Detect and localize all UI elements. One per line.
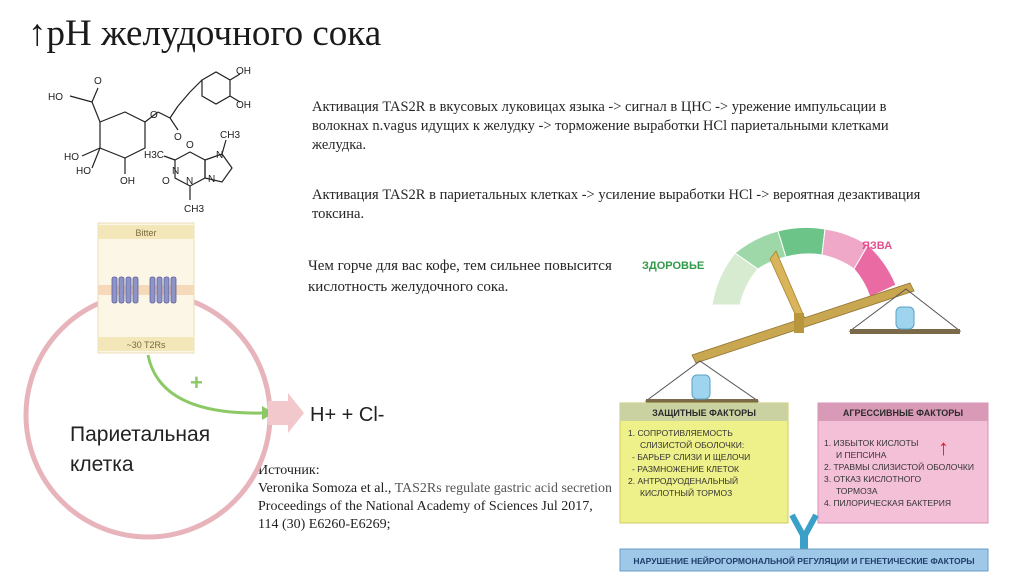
caffeine-ch3-a: CH3	[220, 130, 241, 141]
right-weight	[896, 307, 914, 329]
protective-title: ЗАЩИТНЫЕ ФАКТОРЫ	[652, 408, 756, 418]
page-title: ↑pH желудочного сока	[28, 13, 382, 54]
health-label: ЗДОРОВЬЕ	[642, 260, 705, 272]
aggressive-item: И ПЕПСИНА	[836, 450, 887, 460]
ulcer-label: ЯЗВА	[862, 240, 893, 252]
caffeine-n1: N	[172, 166, 180, 177]
caffeine-ch3-b: CH3	[184, 204, 205, 215]
left-weight	[692, 375, 710, 399]
source-label: Источник:	[258, 463, 320, 478]
mol-label-oh3: OH	[120, 176, 135, 187]
protective-item: КИСЛОТНЫЙ ТОРМОЗ	[640, 488, 733, 498]
mol-label-oh1: OH	[236, 66, 251, 77]
caffeine-n2: N	[216, 150, 224, 161]
caffeine-n4: N	[186, 176, 194, 187]
mol-label-ho3: HO	[76, 166, 91, 177]
tas2r-tongue-paragraph: Активация TAS2R в вкусовых луковицах языка -> сигнал в ЦНС -> урежение импульсации в волокнах n.vagus идущих к желудку -> торможение выработки HCl париетальными клетками желудка.	[312, 99, 889, 153]
mol-label-ho1: HO	[48, 92, 63, 103]
source-ref: 114 (30) E6260-E6269;	[258, 517, 391, 532]
protective-item: СЛИЗИСТОЙ ОБОЛОЧКИ:	[640, 440, 745, 450]
parietal-cell-diagram	[0, 215, 320, 574]
source-authors: Veronika Somoza et al.,	[258, 481, 392, 496]
mol-label-oh2: OH	[236, 100, 251, 111]
coffee-bitterness-paragraph: Чем горче для вас кофе, тем сильнее повысится кислотность желудочного сока.	[308, 258, 612, 295]
cell-label-line1: Париетальная	[70, 423, 211, 446]
caffeine-n3: N	[208, 174, 216, 185]
protective-item: - РАЗМНОЖЕНИЕ КЛЕТОК	[632, 464, 740, 474]
ion-output-arrow	[268, 393, 304, 433]
bottom-factors-label: НАРУШЕНИЕ НЕЙРОГОРМОНАЛЬНОЙ РЕГУЛЯЦИИ И ГЕНЕТИЧЕСКИЕ ФАКТОРЫ	[633, 556, 975, 566]
caffeine-h3c: H3C	[144, 150, 165, 161]
ulcer-balance-diagram	[600, 225, 1024, 574]
support-stem	[800, 533, 808, 549]
green-activation-arrow	[148, 355, 262, 413]
protective-item: 1. СОПРОТИВЛЯЕМОСТЬ	[628, 428, 733, 438]
plus-sign: +	[190, 370, 203, 395]
scale-pivot	[794, 313, 804, 333]
mol-label-o3: O	[174, 132, 182, 143]
caffeine-o1: O	[186, 140, 194, 151]
tas2r-parietal-paragraph: Активация TAS2R в париетальных клетках -> усиление выработки HCl -> вероятная дезактивация токсина.	[312, 187, 921, 222]
aggressive-item: 2. ТРАВМЫ СЛИЗИСТОЙ ОБОЛОЧКИ	[824, 462, 974, 472]
aggressive-item: 3. ОТКАЗ КИСЛОТНОГО	[824, 474, 922, 484]
receptor-bottom-label: ~30 T2Rs	[126, 340, 166, 350]
aggressive-title: АГРЕССИВНЫЕ ФАКТОРЫ	[842, 408, 964, 418]
right-pan	[850, 329, 960, 334]
molecule-structures	[40, 60, 260, 220]
source-article: TAS2Rs regulate gastric acid secretion	[394, 481, 612, 496]
aggressive-item: ТОРМОЗА	[836, 486, 878, 496]
parietal-cell-label	[70, 420, 210, 480]
ions-label: H+ + Cl-	[310, 404, 385, 426]
aggressive-item: 1. ИЗБЫТОК КИСЛОТЫ	[824, 438, 919, 448]
protective-item: 2. АНТРОДУОДЕНАЛЬНЫЙ	[628, 476, 739, 486]
red-up-arrow: ↑	[938, 435, 949, 460]
protective-item: - БАРЬЕР СЛИЗИ И ЩЕЛОЧИ	[632, 452, 751, 462]
aggressive-item: 4. ПИЛОРИЧЕСКАЯ БАКТЕРИЯ	[824, 498, 952, 508]
mol-label-ho2: HO	[64, 152, 79, 163]
caffeine-o2: O	[162, 176, 170, 187]
mol-label-o1: O	[94, 76, 102, 87]
mol-label-o2: O	[150, 110, 158, 121]
source-journal: Proceedings of the National Academy of Sciences Jul 2017,	[258, 499, 593, 514]
cell-label-line2: клетка	[70, 453, 134, 476]
receptor-top-label: Bitter	[135, 228, 157, 238]
